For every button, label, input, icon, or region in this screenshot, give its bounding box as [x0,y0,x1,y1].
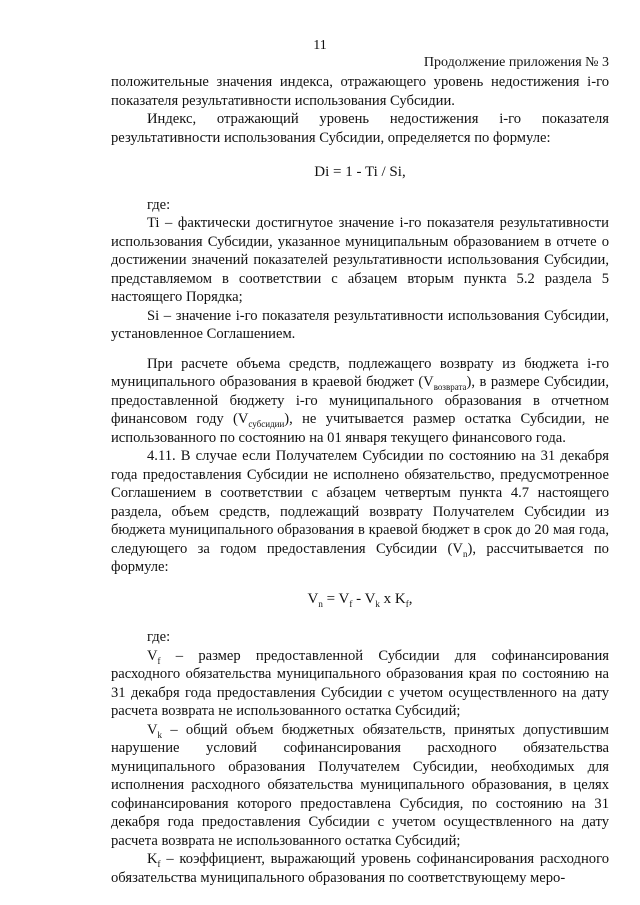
formula-di: Di = 1 - Ti / Si, [314,164,406,180]
paragraph-calculation-note: При расчете объема средств, подлежащего возврату из бюджета i-го муниципального образования в краевой бюджет $(V_{возврата})$, в размере Субсидии, предоставленной бюджету i-го муниципального образования в отчетном финансовом году $(V_{субсидии})$, не учитывается размер остатка Субсидии, не использованного по состоянию на 01 января текущего финансового года. [111,355,609,446]
paragraph-4-11: 4.11. В случае если Получателем Субсидии по состоянию на 31 декабря года предоставления Субсидии не исполнено обязательство, предусмотренное Соглашением в соответствии с абзацем четвертым пункта 4.7 настоящего раздела, объем средств, подлежащий возврату Получателем Субсидии из бюджета муниципального образования в краевой бюджет в срок до 20 мая года, следующего за годом предоставления Субсидии $(V_n)$, рассчитывается по формуле: [111,448,609,575]
paragraph-index-values: положительные значения индекса, отражающего уровень недостижения i-го показателя результативности использования Субсидии. [111,74,609,109]
formula-vn: $V_n = V_f - V_k$ x $K_f$, [307,590,413,609]
definition-vf: $V_f$ – размер предоставленной Субсидии для софинансирования расходного обязательства муниципального образования края по состоянию на 31 декабря года предоставления Субсидии с учетом осуществленного на дату расчета возврата не использованного остатка Субсидий; [111,647,609,719]
paragraph-index-definition: Индекс, отражающий уровень недостижения i-го показателя результативности использования Субсидии, определяется по формуле: [111,111,609,146]
where-label-2: где: [147,629,171,645]
page-number: 11 [313,38,327,53]
where-label: где: [147,196,171,213]
definition-vk: $V_k$ – общий объем бюджетных обязательств, принятых допустившим нарушение условий софинансирования расходного обязательства муниципального образования Получателем Субсидии, необходимых для исполнения расходного обязательства муниципального образования, в целях софинансирования которого предоставлена Субсидия, по состоянию на 31 декабря года предоставления Субсидии с учетом осуществленного на дату расчета возврата не использованного остатка Субсидий; [111,721,609,849]
definition-si: Si – значение i-го показателя результативности использования Субсидии, установленное Соглашением. [111,307,609,342]
definition-ti: Ti – фактически достигнутое значение i-го показателя результативности использования Субсидии, указанное муниципальным образованием в отчете о достижении значений показателей результативности использования Субсидии, представляемом в соответствии с абзацем вторым пункта 5.2 раздела 5 настоящего Порядка; [111,215,609,305]
appendix-continuation-label: Продолжение приложения № 3 [423,55,609,70]
document-body [111,73,609,887]
definition-kf: $K_f$ – коэффициент, выражающий уровень софинансирования расходного обязательства муниципального образования по соответствующему меро- [111,851,609,886]
